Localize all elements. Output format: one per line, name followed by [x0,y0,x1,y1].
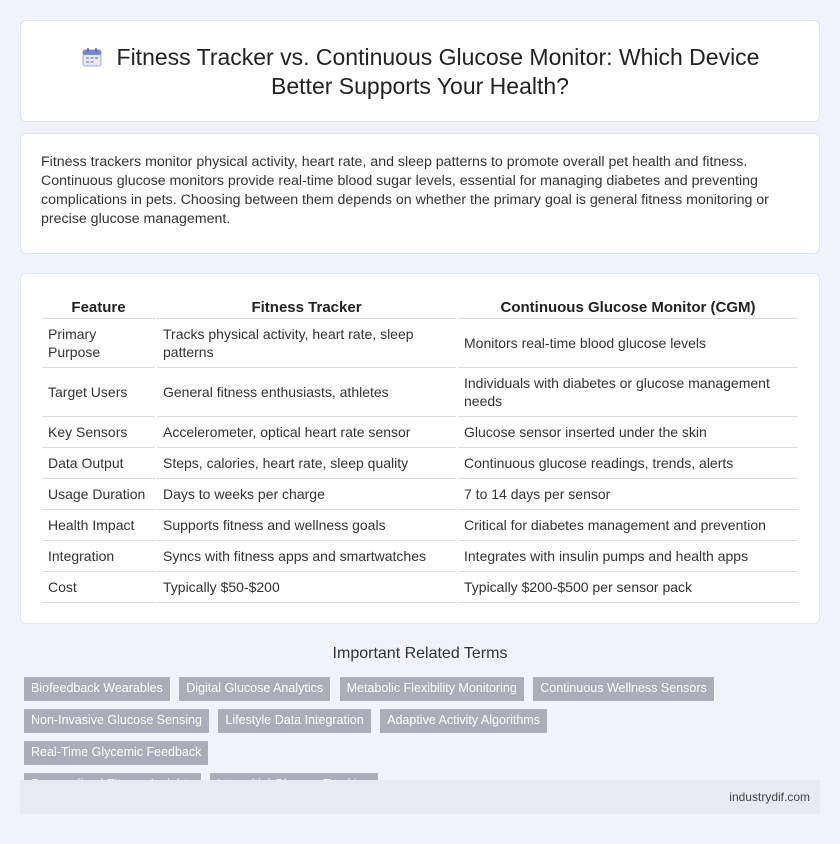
cell-cgm: 7 to 14 days per sensor [457,479,798,510]
cell-feature: Usage Duration [42,479,156,510]
related-term-tag[interactable]: Continuous Wellness Sensors [533,677,714,701]
cell-feature: Integration [42,541,156,572]
cell-cgm: Continuous glucose readings, trends, alerts [457,448,798,479]
cell-feature: Key Sensors [42,417,156,448]
cell-fitness-tracker: Days to weeks per charge [156,479,457,510]
cell-feature: Primary Purpose [42,319,156,368]
cell-cgm: Glucose sensor inserted under the skin [457,417,798,448]
page-title-row [21,43,819,101]
calendar-icon [81,46,103,68]
related-terms-heading: Important Related Terms [332,645,508,662]
cell-fitness-tracker: Supports fitness and wellness goals [156,510,457,541]
header-cgm: Continuous Glucose Monitor (CGM) [457,296,798,319]
cell-fitness-tracker: Steps, calories, heart rate, sleep quality [156,448,457,479]
cell-cgm: Individuals with diabetes or glucose management needs [457,368,798,417]
footer-site-link[interactable]: industrydif.com [729,790,810,804]
related-term-tag[interactable]: Real-Time Glycemic Feedback [24,741,208,765]
table-row [42,368,798,417]
table-row [42,417,798,448]
cell-cgm: Monitors real-time blood glucose levels [457,319,798,368]
cell-fitness-tracker: Typically $50-$200 [156,572,457,603]
table-row [42,319,798,368]
cell-feature: Data Output [42,448,156,479]
comparison-table [42,296,798,603]
table-header-row [42,296,798,319]
cell-cgm: Integrates with insulin pumps and health apps [457,541,798,572]
cell-feature: Target Users [42,368,156,417]
table-row [42,448,798,479]
table-row [42,510,798,541]
related-term-tag[interactable]: Adaptive Activity Algorithms [380,709,547,733]
footer [20,780,820,814]
table-row [42,572,798,603]
intro-paragraph: Fitness trackers monitor physical activity, heart rate, and sleep patterns to promote overall pet health and fitness. Continuous glucose monitors provide real-time blood sugar levels, essential for managing diabetes and preventing complications in pets. Choosing between them depends on whether the primary goal is general fitness monitoring or precise glucose management. [41,154,769,227]
table-row [42,479,798,510]
title-card [20,20,820,122]
related-term-tag[interactable]: Non-Invasive Glucose Sensing [24,709,209,733]
cell-cgm: Typically $200-$500 per sensor pack [457,572,798,603]
cell-fitness-tracker: Syncs with fitness apps and smartwatches [156,541,457,572]
cell-feature: Cost [42,572,156,603]
comparison-card [20,273,820,624]
cell-fitness-tracker: Tracks physical activity, heart rate, sleep patterns [156,319,457,368]
related-term-tag[interactable]: Metabolic Flexibility Monitoring [340,677,524,701]
cell-cgm: Critical for diabetes management and prevention [457,510,798,541]
table-row [42,541,798,572]
cell-fitness-tracker: Accelerometer, optical heart rate sensor [156,417,457,448]
intro-card [20,133,820,254]
page-title: Fitness Tracker vs. Continuous Glucose Monitor: Which Device Better Supports Your Health? [116,44,760,99]
related-term-tag[interactable]: Digital Glucose Analytics [179,677,330,701]
cell-feature: Health Impact [42,510,156,541]
related-term-tag[interactable]: Biofeedback Wearables [24,677,170,701]
related-term-tag[interactable]: Lifestyle Data Integration [218,709,370,733]
header-feature: Feature [42,296,156,319]
header-fitness-tracker: Fitness Tracker [156,296,457,319]
cell-fitness-tracker: General fitness enthusiasts, athletes [156,368,457,417]
